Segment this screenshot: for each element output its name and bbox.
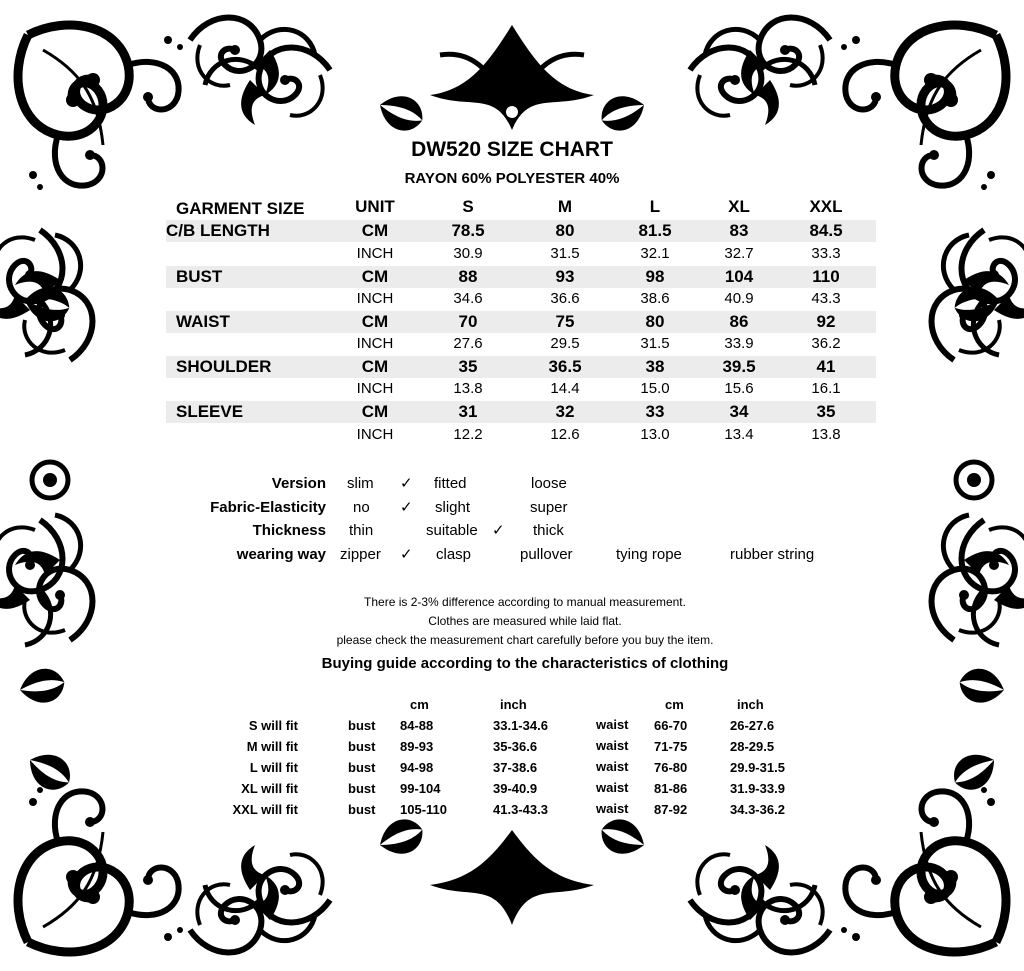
cell-value: 83 xyxy=(729,221,749,240)
cell-value: 32.7 xyxy=(724,245,754,262)
guide-bust-cm: 94-98 xyxy=(400,760,434,775)
option-no: no xyxy=(353,499,370,516)
cell-value: 35 xyxy=(816,402,836,421)
guide-bust-inch: 39-40.9 xyxy=(493,781,538,796)
cell-value: 39.5 xyxy=(722,357,756,376)
guide-bust-inch: 37-38.6 xyxy=(493,760,538,775)
guide-waist-label: waist xyxy=(596,717,629,732)
cell-value: 110 xyxy=(812,267,840,286)
row-label-waist: WAIST xyxy=(176,312,230,331)
feature-label-elasticity: Fabric-Elasticity xyxy=(210,499,326,516)
option-fitted: fitted xyxy=(434,475,467,492)
cell-value: 92 xyxy=(816,312,836,331)
guide-row-label: M will fit xyxy=(246,739,298,754)
cell-value: 75 xyxy=(555,312,575,331)
cell-value: 98 xyxy=(645,267,665,286)
guide-waist-cm: 66-70 xyxy=(654,718,688,733)
unit-cm: CM xyxy=(361,402,389,421)
note-check-chart: please check the measurement chart carefully before you buy the item. xyxy=(336,633,714,647)
guide-header-inch: inch xyxy=(500,697,527,712)
size-header-xxl: XXL xyxy=(809,197,843,216)
cell-value: 34.6 xyxy=(453,290,483,307)
cell-value: 70 xyxy=(458,312,478,331)
guide-row-label: S will fit xyxy=(248,718,298,733)
note-laid-flat: Clothes are measured while laid flat. xyxy=(428,614,622,628)
chart-title: DW520 SIZE CHART xyxy=(411,138,613,161)
cell-value: 104 xyxy=(724,267,754,286)
guide-waist-label: waist xyxy=(596,759,629,774)
guide-waist-label: waist xyxy=(596,780,629,795)
row-label-bust: BUST xyxy=(176,267,223,286)
option-suitable: suitable xyxy=(426,522,478,539)
option-clasp: clasp xyxy=(436,546,472,563)
unit-inch: INCH xyxy=(356,426,394,443)
cell-value: 13.4 xyxy=(724,426,754,443)
guide-header-cm: cm xyxy=(410,697,429,712)
guide-waist-cm: 76-80 xyxy=(654,760,688,775)
cell-value: 41 xyxy=(816,357,836,376)
unit-inch: INCH xyxy=(356,290,394,307)
cell-value: 12.2 xyxy=(453,426,483,443)
option-super: super xyxy=(530,499,568,516)
guide-header-inch: inch xyxy=(737,697,764,712)
cell-value: 12.6 xyxy=(550,426,580,443)
check-icon: ✓ xyxy=(492,522,505,539)
row-label-shoulder: SHOULDER xyxy=(176,357,272,376)
guide-row-label: XXL will fit xyxy=(232,802,298,817)
guide-waist-cm: 71-75 xyxy=(654,739,688,754)
unit-cm: CM xyxy=(361,221,389,240)
table-header-label: GARMENT SIZE xyxy=(176,199,305,218)
cell-value: 31.5 xyxy=(640,335,670,352)
cell-value: 13.8 xyxy=(453,380,483,397)
cell-value: 15.0 xyxy=(640,380,670,397)
feature-label-wearing-way: wearing way xyxy=(236,546,326,563)
option-zipper: zipper xyxy=(340,546,381,563)
cell-value: 34 xyxy=(729,402,749,421)
guide-row-label: XL will fit xyxy=(241,781,298,796)
cell-value: 36.5 xyxy=(548,357,582,376)
buying-guide-title: Buying guide according to the characteristics of clothing xyxy=(321,655,729,672)
row-label-sleeve: SLEEVE xyxy=(176,402,244,421)
cell-value: 36.2 xyxy=(811,335,841,352)
unit-inch: INCH xyxy=(356,380,394,397)
cell-value: 29.5 xyxy=(550,335,580,352)
guide-bust-label: bust xyxy=(348,739,376,754)
cell-value: 86 xyxy=(729,312,749,331)
cell-value: 88 xyxy=(458,267,478,286)
guide-bust-inch: 33.1-34.6 xyxy=(493,718,548,733)
cell-value: 13.8 xyxy=(811,426,841,443)
cell-value: 33.3 xyxy=(811,245,841,262)
option-thick: thick xyxy=(533,522,564,539)
guide-waist-inch: 28-29.5 xyxy=(730,739,775,754)
guide-waist-label: waist xyxy=(596,801,629,816)
guide-bust-label: bust xyxy=(348,718,376,733)
cell-value: 15.6 xyxy=(724,380,754,397)
option-thin: thin xyxy=(349,522,374,539)
guide-waist-cm: 81-86 xyxy=(654,781,688,796)
feature-label-version: Version xyxy=(271,475,326,492)
guide-bust-label: bust xyxy=(348,781,376,796)
material-subtitle: RAYON 60% POLYESTER 40% xyxy=(404,170,620,187)
guide-bust-cm: 105-110 xyxy=(400,802,447,817)
cell-value: 36.6 xyxy=(550,290,580,307)
cell-value: 31.5 xyxy=(550,245,580,262)
guide-header-cm: cm xyxy=(665,697,684,712)
cell-value: 32 xyxy=(555,402,575,421)
guide-bust-cm: 99-104 xyxy=(400,781,441,796)
cell-value: 13.0 xyxy=(640,426,670,443)
guide-waist-inch: 34.3-36.2 xyxy=(730,802,785,817)
option-rubber-string: rubber string xyxy=(730,546,815,563)
cell-value: 16.1 xyxy=(811,380,841,397)
cell-value: 78.5 xyxy=(451,221,485,240)
guide-waist-label: waist xyxy=(596,738,629,753)
check-icon: ✓ xyxy=(400,499,413,516)
cell-value: 38.6 xyxy=(640,290,670,307)
guide-bust-cm: 84-88 xyxy=(400,718,434,733)
guide-bust-inch: 41.3-43.3 xyxy=(493,802,548,817)
guide-waist-inch: 26-27.6 xyxy=(730,718,775,733)
cell-value: 33.9 xyxy=(724,335,754,352)
guide-row-label: L will fit xyxy=(249,760,298,775)
note-difference: There is 2-3% difference according to manual measurement. xyxy=(364,595,686,609)
guide-waist-inch: 29.9-31.5 xyxy=(730,760,785,775)
size-header-s: S xyxy=(462,197,474,216)
cell-value: 30.9 xyxy=(453,245,483,262)
cell-value: 80 xyxy=(555,221,575,240)
table-header-unit: UNIT xyxy=(355,197,395,216)
check-icon: ✓ xyxy=(400,546,413,563)
feature-label-thickness: Thickness xyxy=(252,522,326,539)
size-header-xl: XL xyxy=(728,197,750,216)
cell-value: 35 xyxy=(458,357,478,376)
guide-bust-label: bust xyxy=(348,760,376,775)
row-label-cb-length: C/B LENGTH xyxy=(166,221,270,240)
unit-cm: CM xyxy=(361,267,389,286)
cell-value: 84.5 xyxy=(809,221,843,240)
cell-value: 40.9 xyxy=(724,290,754,307)
guide-bust-label: bust xyxy=(348,802,376,817)
cell-value: 33 xyxy=(645,402,665,421)
option-tying-rope: tying rope xyxy=(616,546,682,563)
cell-value: 38 xyxy=(645,357,665,376)
unit-inch: INCH xyxy=(356,335,394,352)
option-slight: slight xyxy=(435,499,471,516)
cell-value: 81.5 xyxy=(638,221,672,240)
check-icon: ✓ xyxy=(400,475,413,492)
unit-inch: INCH xyxy=(356,245,394,262)
cell-value: 43.3 xyxy=(811,290,841,307)
cell-value: 80 xyxy=(645,312,665,331)
option-pullover: pullover xyxy=(520,546,573,563)
cell-value: 93 xyxy=(555,267,575,286)
cell-value: 27.6 xyxy=(453,335,483,352)
size-header-m: M xyxy=(557,197,573,216)
guide-bust-cm: 89-93 xyxy=(400,739,434,754)
option-loose: loose xyxy=(531,475,567,492)
cell-value: 32.1 xyxy=(640,245,670,262)
guide-waist-cm: 87-92 xyxy=(654,802,688,817)
unit-cm: CM xyxy=(361,357,389,376)
guide-bust-inch: 35-36.6 xyxy=(493,739,538,754)
size-header-l: L xyxy=(649,197,661,216)
cell-value: 31 xyxy=(458,402,478,421)
unit-cm: CM xyxy=(361,312,389,331)
cell-value: 14.4 xyxy=(550,380,580,397)
guide-waist-inch: 31.9-33.9 xyxy=(730,781,785,796)
option-slim: slim xyxy=(347,475,374,492)
